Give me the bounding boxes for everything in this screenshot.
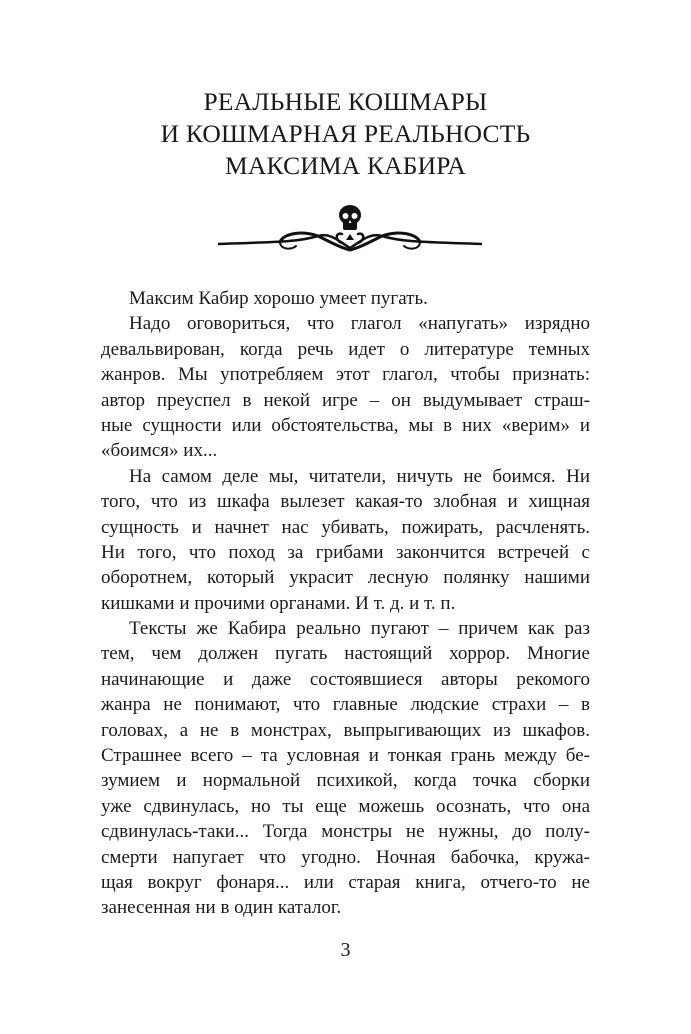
text-line: оборотнем, который украсит лесную полянку нашими <box>101 567 590 589</box>
title-line: И КОШМАРНАЯ РЕАЛЬНОСТЬ <box>160 119 531 148</box>
text-line: Страшнее всего – та условная и тонкая грань между бе- <box>101 745 590 767</box>
text-line: жанров. Мы употребляем этот глагол, чтобы признать: <box>101 364 590 386</box>
text-line: тем, чем должен пугать настоящий хоррор. Многие <box>101 643 590 665</box>
text-line: занесенная ни в один каталог. <box>101 897 342 919</box>
text-line: того, что из шкафа вылезет какая-то злобная и хищная <box>101 491 590 513</box>
text-line: зумием и нормальной психикой, когда точка сборки <box>101 770 590 792</box>
body-text <box>101 286 590 921</box>
chapter-title <box>0 86 691 182</box>
text-line: жанра не понимают, что главные людские страхи – в <box>101 694 590 716</box>
text-line: Максим Кабир хорошо умеет пугать. <box>129 288 428 309</box>
skull-ornament-icon <box>218 198 482 278</box>
text-line: сущность и начнет нас убивать, пожирать, расчленять. <box>101 516 590 538</box>
text-line: ные сущности или обстоятельства, мы в них «верим» и <box>101 414 590 436</box>
text-line: Ни того, что поход за грибами закончится встречей с <box>101 541 590 563</box>
page-number: 3 <box>340 939 351 961</box>
text-line: кишками и прочими органами. И т. д. и т. п. <box>101 592 456 614</box>
text-line: На самом деле мы, читатели, ничуть не боимся. Ни <box>129 465 590 487</box>
text-line: уже сдвинулась, но ты еще можешь осознать, что она <box>101 795 590 817</box>
text-line: автор преуспел в некой игре – он выдумывает страш- <box>101 389 590 411</box>
text-line: Тексты же Кабира реально пугают – причем как раз <box>129 618 590 640</box>
text-line: девальвирован, когда речь идет о литературе темных <box>101 338 590 360</box>
text-line: «боимся» их... <box>101 440 218 462</box>
title-line: РЕАЛЬНЫЕ КОШМАРЫ <box>203 87 488 116</box>
text-line: смерти напугает что угодно. Ночная бабочка, кружа- <box>101 846 590 868</box>
text-line: щая вокруг фонаря... или старая книга, отчего-то не <box>101 871 590 893</box>
title-line: МАКСИМА КАБИРА <box>225 151 466 180</box>
text-line: сдвинулась-таки... Тогда монстры не нужны, до полу- <box>101 821 590 843</box>
text-line: головах, а не в монстрах, выпрыгивающих из шкафов. <box>101 719 590 741</box>
text-line: начинающие и даже состоявшиеся авторы рекомого <box>101 668 590 690</box>
text-line: Надо оговориться, что глагол «напугать» изрядно <box>129 313 590 335</box>
